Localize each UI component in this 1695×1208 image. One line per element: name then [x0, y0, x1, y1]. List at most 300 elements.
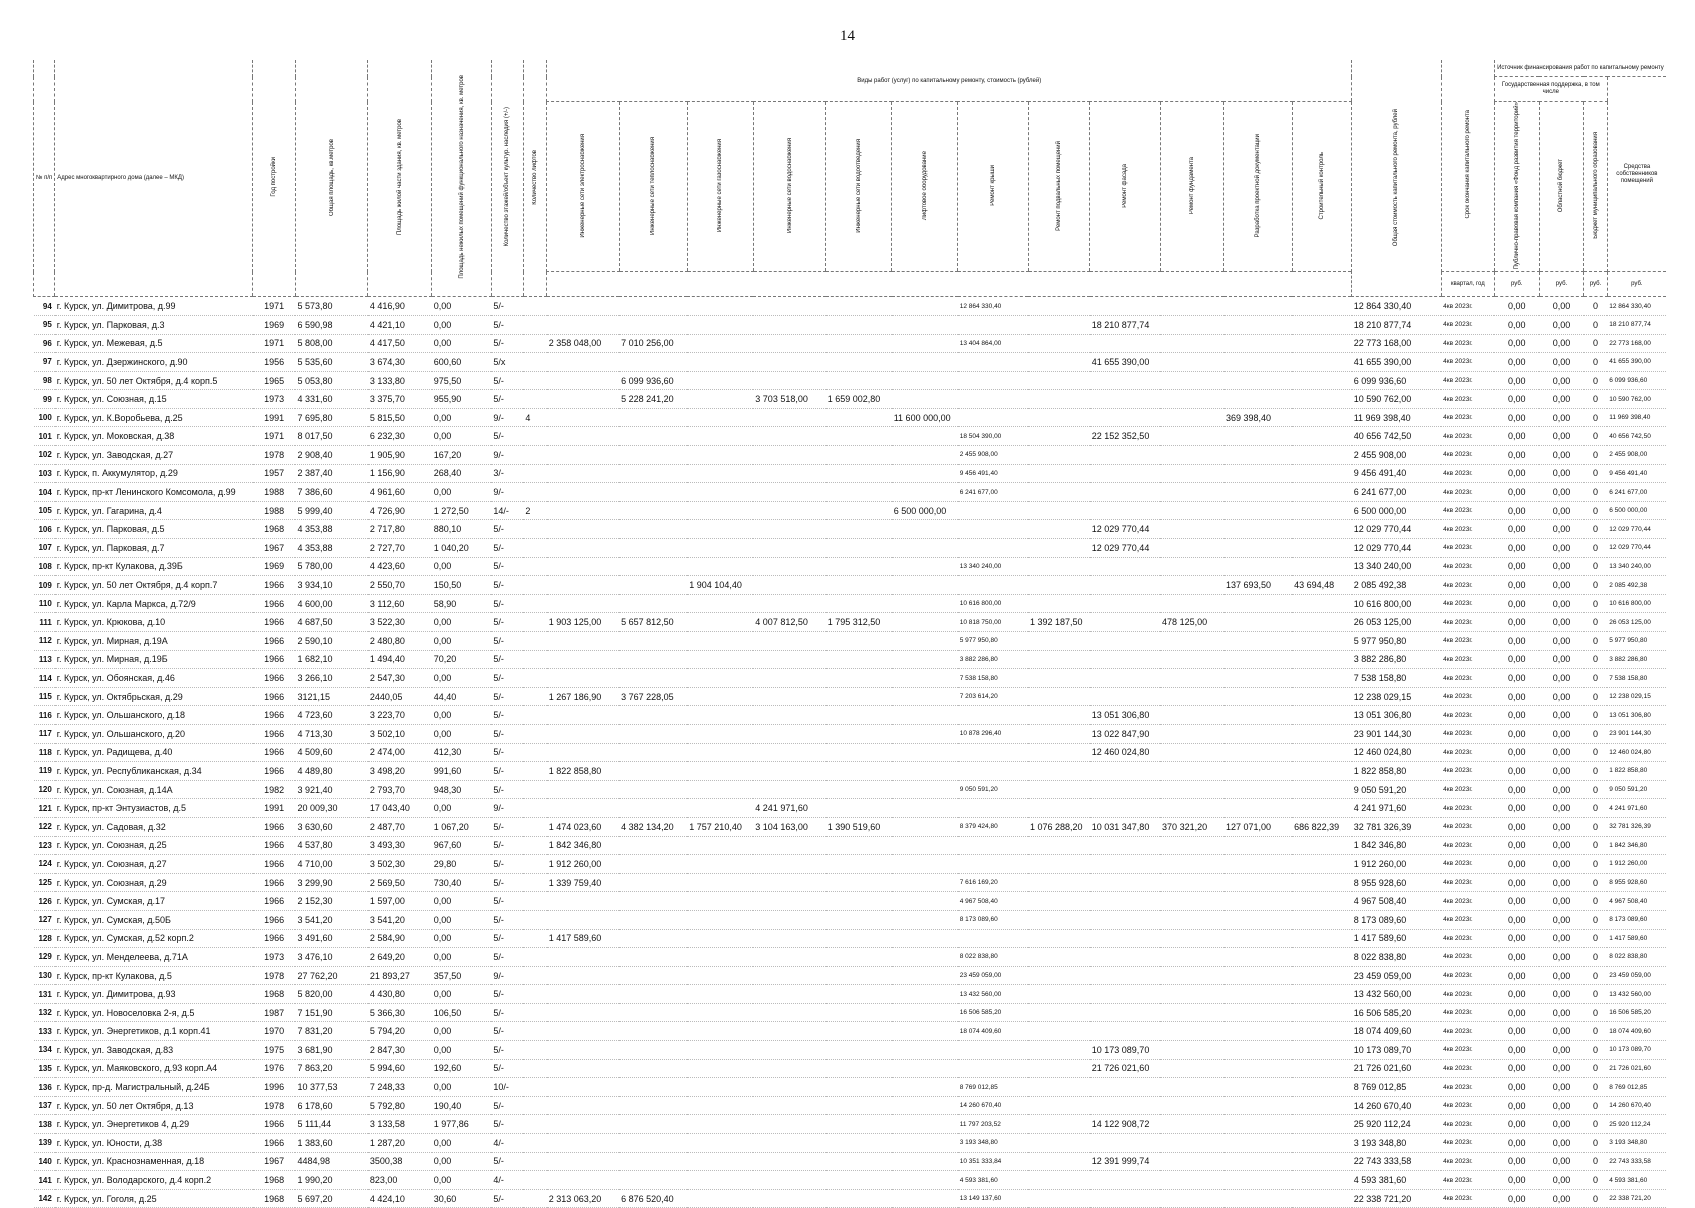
cell-na: 0,00 [432, 929, 492, 948]
cell-q: 4кв 2023г. [1441, 669, 1494, 688]
cell-rf [958, 520, 1028, 539]
cell-le [892, 613, 958, 632]
cell-fd [1160, 501, 1224, 520]
cell-tot: 23 901 144,30 [1352, 724, 1441, 743]
cell-fc: 12 029 770,44 [1090, 539, 1160, 558]
cell-la: 4 416,90 [368, 297, 432, 316]
cell-gs [687, 910, 753, 929]
cell-el [547, 1059, 619, 1078]
cell-sw [826, 1152, 892, 1171]
cell-fc [1090, 297, 1160, 316]
cell-wt [753, 576, 825, 595]
cell-bs [1028, 557, 1090, 576]
col-regional: Областной бюджет [1539, 102, 1584, 272]
cell-f3: 0 [1584, 353, 1607, 372]
cell-bs [1028, 650, 1090, 669]
cell-n: 120 [34, 780, 55, 799]
cell-f1: 0,00 [1494, 669, 1539, 688]
cell-f3: 0 [1584, 1022, 1607, 1041]
cell-el [547, 1096, 619, 1115]
table-row [34, 817, 1667, 836]
cell-y: 1967 [253, 539, 296, 558]
cell-tot: 16 506 585,20 [1352, 1003, 1441, 1022]
cell-n: 117 [34, 724, 55, 743]
cell-ht [619, 576, 687, 595]
cell-el [547, 892, 619, 911]
cell-n: 94 [34, 297, 55, 316]
cell-fd [1160, 743, 1224, 762]
cell-ds: 369 398,40 [1224, 408, 1292, 427]
cell-bs [1028, 315, 1090, 334]
cell-y: 1966 [253, 873, 296, 892]
cell-ds [1224, 1152, 1292, 1171]
cell-gs [687, 1096, 753, 1115]
cell-fl: 5/- [491, 576, 523, 595]
cell-rf: 10 616 800,00 [958, 594, 1028, 613]
cell-addr: г. Курск, ул. Ольшанского, д.18 [55, 706, 253, 725]
cell-f4: 12 460 024,80 [1607, 743, 1666, 762]
cell-sw [826, 948, 892, 967]
cell-sw [826, 464, 892, 483]
cell-gs [687, 873, 753, 892]
cell-gs [687, 1115, 753, 1134]
cell-n: 122 [34, 817, 55, 836]
cell-la: 3 493,30 [368, 836, 432, 855]
cell-f4: 41 655 390,00 [1607, 353, 1666, 372]
cell-ct [1292, 669, 1352, 688]
cell-f3: 0 [1584, 892, 1607, 911]
cell-f1: 0,00 [1494, 762, 1539, 781]
cell-ta: 4 537,80 [295, 836, 367, 855]
cell-sw [826, 408, 892, 427]
cell-na: 0,00 [432, 1134, 492, 1153]
cell-ct [1292, 315, 1352, 334]
cell-el [547, 464, 619, 483]
cell-f3: 0 [1584, 1115, 1607, 1134]
cell-f2: 0,00 [1539, 1022, 1584, 1041]
cell-n: 109 [34, 576, 55, 595]
cell-f4: 12 238 029,15 [1607, 687, 1666, 706]
cell-q: 4кв 2023г. [1441, 594, 1494, 613]
cell-na: 0,00 [432, 1041, 492, 1060]
cell-ht [619, 873, 687, 892]
cell-ta: 3121,15 [295, 687, 367, 706]
cell-f3: 0 [1584, 297, 1607, 316]
cell-f2: 0,00 [1539, 966, 1584, 985]
cell-n: 134 [34, 1041, 55, 1060]
cell-el: 1 474 023,60 [547, 817, 619, 836]
cell-ct [1292, 390, 1352, 409]
cell-le [892, 855, 958, 874]
cell-q: 4кв 2023г. [1441, 1171, 1494, 1190]
cell-ds [1224, 464, 1292, 483]
cell-sw [826, 780, 892, 799]
cell-na: 1 067,20 [432, 817, 492, 836]
cell-ct: 686 822,39 [1292, 817, 1352, 836]
cell-q: 4кв 2023г. [1441, 762, 1494, 781]
cell-ht [619, 650, 687, 669]
cell-y: 1968 [253, 985, 296, 1004]
cell-lf [523, 687, 546, 706]
cell-fl: 5/- [491, 1059, 523, 1078]
table-row [34, 724, 1667, 743]
table-row [34, 669, 1667, 688]
cell-n: 116 [34, 706, 55, 725]
cell-rf: 13 432 560,00 [958, 985, 1028, 1004]
cell-y: 1991 [253, 799, 296, 818]
cell-le [892, 910, 958, 929]
cell-lf [523, 836, 546, 855]
col-facade: Ремонт фасада [1090, 102, 1160, 272]
cell-lf [523, 427, 546, 446]
cell-bs [1028, 427, 1090, 446]
cell-f2: 0,00 [1539, 334, 1584, 353]
cell-f3: 0 [1584, 427, 1607, 446]
cell-la: 2 717,80 [368, 520, 432, 539]
cell-f1: 0,00 [1494, 985, 1539, 1004]
cell-bs [1028, 1189, 1090, 1208]
cell-ds [1224, 371, 1292, 390]
cell-fd [1160, 873, 1224, 892]
cell-le [892, 390, 958, 409]
cell-n: 123 [34, 836, 55, 855]
cell-le [892, 799, 958, 818]
cell-bs [1028, 501, 1090, 520]
cell-f3: 0 [1584, 1078, 1607, 1097]
cell-rf [958, 1059, 1028, 1078]
cell-fl: 5/- [491, 855, 523, 874]
cell-el [547, 297, 619, 316]
cell-q: 4кв 2023г. [1441, 1003, 1494, 1022]
cell-q: 4кв 2023г. [1441, 483, 1494, 502]
cell-n: 112 [34, 632, 55, 651]
cell-la: 4 961,60 [368, 483, 432, 502]
cell-sw [826, 1189, 892, 1208]
col-gas: Инженерные сети газоснабжения [687, 102, 753, 272]
cell-ct [1292, 353, 1352, 372]
cell-gs [687, 408, 753, 427]
cell-wt: 3 703 518,00 [753, 390, 825, 409]
cell-sw [826, 297, 892, 316]
cell-y: 1966 [253, 594, 296, 613]
cell-f4: 10 616 800,00 [1607, 594, 1666, 613]
cell-addr: г. Курск, ул. Садовая, д.32 [55, 817, 253, 836]
table-row [34, 1022, 1667, 1041]
cell-fd: 370 321,20 [1160, 817, 1224, 836]
cell-lf: 4 [523, 408, 546, 427]
cell-y: 1988 [253, 483, 296, 502]
cell-ht: 6 099 936,60 [619, 371, 687, 390]
cell-f2: 0,00 [1539, 706, 1584, 725]
cell-ht [619, 910, 687, 929]
cell-lf [523, 1022, 546, 1041]
cell-rf: 2 455 908,00 [958, 446, 1028, 465]
cell-y: 1965 [253, 371, 296, 390]
cell-le [892, 743, 958, 762]
cell-f3: 0 [1584, 483, 1607, 502]
cell-sw [826, 929, 892, 948]
cell-na: 412,30 [432, 743, 492, 762]
cell-ht [619, 315, 687, 334]
cell-la: 2 547,30 [368, 669, 432, 688]
cell-gs [687, 427, 753, 446]
cell-f2: 0,00 [1539, 446, 1584, 465]
cell-la: 5 994,60 [368, 1059, 432, 1078]
cell-sw [826, 1171, 892, 1190]
cell-ds [1224, 501, 1292, 520]
cell-gs [687, 632, 753, 651]
cell-tot: 1 417 589,60 [1352, 929, 1441, 948]
cell-ds [1224, 1134, 1292, 1153]
cell-fd [1160, 1022, 1224, 1041]
cell-ta: 3 541,20 [295, 910, 367, 929]
cell-na: 30,60 [432, 1189, 492, 1208]
cell-lf [523, 948, 546, 967]
cell-ds [1224, 315, 1292, 334]
cell-el [547, 408, 619, 427]
cell-wt [753, 1059, 825, 1078]
cell-tot: 3 193 348,80 [1352, 1134, 1441, 1153]
cell-addr: г. Курск, ул. Ольшанского, д.20 [55, 724, 253, 743]
cell-addr: г. Курск, ул. Союзная, д.14А [55, 780, 253, 799]
cell-n: 97 [34, 353, 55, 372]
col-address: Адрес многоквартирного дома (далее – МКД) [55, 60, 253, 297]
cell-ta: 2 152,30 [295, 892, 367, 911]
cell-gs: 1 904 104,40 [687, 576, 753, 595]
cell-f3: 0 [1584, 1041, 1607, 1060]
cell-bs [1028, 483, 1090, 502]
cell-f3: 0 [1584, 539, 1607, 558]
cell-ct [1292, 780, 1352, 799]
cell-ht [619, 1152, 687, 1171]
cell-la: 6 232,30 [368, 427, 432, 446]
cell-wt [753, 1152, 825, 1171]
cell-ct [1292, 743, 1352, 762]
cell-le [892, 483, 958, 502]
cell-el [547, 594, 619, 613]
table-row [34, 836, 1667, 855]
cell-fl: 5/- [491, 706, 523, 725]
cell-bs [1028, 948, 1090, 967]
cell-q: 4кв 2023г. [1441, 706, 1494, 725]
cell-f2: 0,00 [1539, 594, 1584, 613]
cell-y: 1966 [253, 910, 296, 929]
cell-ta: 1 682,10 [295, 650, 367, 669]
cell-tot: 25 920 112,24 [1352, 1115, 1441, 1134]
cell-sw [826, 1022, 892, 1041]
table-row [34, 985, 1667, 1004]
cell-n: 142 [34, 1189, 55, 1208]
cell-fc [1090, 669, 1160, 688]
cell-na: 1 977,86 [432, 1115, 492, 1134]
cell-rf [958, 855, 1028, 874]
cell-la: 2 649,20 [368, 948, 432, 967]
cell-fc: 12 460 024,80 [1090, 743, 1160, 762]
cell-le [892, 892, 958, 911]
cell-el [547, 910, 619, 929]
cell-fd [1160, 780, 1224, 799]
cell-fd [1160, 966, 1224, 985]
cell-ta: 4 353,88 [295, 539, 367, 558]
cell-tot: 12 864 330,40 [1352, 297, 1441, 316]
cell-ds [1224, 985, 1292, 1004]
cell-f2: 0,00 [1539, 1096, 1584, 1115]
cell-f1: 0,00 [1494, 687, 1539, 706]
cell-f2: 0,00 [1539, 297, 1584, 316]
cell-le [892, 464, 958, 483]
cell-f4: 5 977 950,80 [1607, 632, 1666, 651]
cell-fd [1160, 520, 1224, 539]
cell-lf [523, 724, 546, 743]
cell-fd [1160, 910, 1224, 929]
cell-f1: 0,00 [1494, 408, 1539, 427]
cell-addr: г. Курск, пр-кт Энтузиастов, д.5 [55, 799, 253, 818]
cell-fd [1160, 390, 1224, 409]
cell-f3: 0 [1584, 1003, 1607, 1022]
cell-tot: 18 210 877,74 [1352, 315, 1441, 334]
cell-f3: 0 [1584, 371, 1607, 390]
cell-rf: 11 797 203,52 [958, 1115, 1028, 1134]
cell-fd [1160, 892, 1224, 911]
cell-q: 4кв 2023г. [1441, 799, 1494, 818]
cell-ds [1224, 1078, 1292, 1097]
cell-fc: 12 029 770,44 [1090, 520, 1160, 539]
cell-bs [1028, 929, 1090, 948]
table-row [34, 873, 1667, 892]
cell-lf [523, 632, 546, 651]
cell-rf: 18 504 390,00 [958, 427, 1028, 446]
cell-fc [1090, 501, 1160, 520]
cell-el: 1 842 346,80 [547, 836, 619, 855]
cell-addr: г. Курск, ул. Новоселовка 2-я, д.5 [55, 1003, 253, 1022]
cell-rf: 8 022 838,80 [958, 948, 1028, 967]
cell-fl: 5/- [491, 743, 523, 762]
cell-q: 4кв 2023г. [1441, 1041, 1494, 1060]
cell-ht [619, 799, 687, 818]
cell-bs [1028, 390, 1090, 409]
table-row [34, 446, 1667, 465]
cell-tot: 40 656 742,50 [1352, 427, 1441, 446]
cell-f4: 13 432 560,00 [1607, 985, 1666, 1004]
cell-lf [523, 799, 546, 818]
cell-f1: 0,00 [1494, 1189, 1539, 1208]
cell-q: 4кв 2023г. [1441, 1022, 1494, 1041]
cell-ds [1224, 966, 1292, 985]
cell-gs [687, 762, 753, 781]
cell-el [547, 427, 619, 446]
cell-f3: 0 [1584, 334, 1607, 353]
cell-addr: г. Курск, ул. Мирная, д.19А [55, 632, 253, 651]
cell-ds: 137 693,50 [1224, 576, 1292, 595]
cell-f2: 0,00 [1539, 576, 1584, 595]
cell-ht: 5 657 812,50 [619, 613, 687, 632]
cell-f4: 6 241 677,00 [1607, 483, 1666, 502]
cell-ct [1292, 464, 1352, 483]
cell-na: 0,00 [432, 706, 492, 725]
cell-f2: 0,00 [1539, 483, 1584, 502]
cell-rf [958, 743, 1028, 762]
cell-f1: 0,00 [1494, 297, 1539, 316]
cell-la: 1 905,90 [368, 446, 432, 465]
cell-ds: 127 071,00 [1224, 817, 1292, 836]
cell-ds [1224, 910, 1292, 929]
cell-na: 70,20 [432, 650, 492, 669]
cell-f3: 0 [1584, 669, 1607, 688]
cell-le [892, 297, 958, 316]
cell-tot: 22 773 168,00 [1352, 334, 1441, 353]
cell-tot: 12 460 024,80 [1352, 743, 1441, 762]
cell-gs: 1 757 210,40 [687, 817, 753, 836]
cell-ct [1292, 762, 1352, 781]
cell-la: 2 487,70 [368, 817, 432, 836]
cell-f1: 0,00 [1494, 1003, 1539, 1022]
cell-fc [1090, 464, 1160, 483]
cell-bs [1028, 594, 1090, 613]
cell-ta: 4484,98 [295, 1152, 367, 1171]
cell-el [547, 1152, 619, 1171]
table-row [34, 520, 1667, 539]
cell-gs [687, 613, 753, 632]
cell-n: 111 [34, 613, 55, 632]
cell-fc [1090, 836, 1160, 855]
cell-q: 4кв 2023г. [1441, 632, 1494, 651]
cell-wt [753, 1022, 825, 1041]
cell-tot: 22 338 721,20 [1352, 1189, 1441, 1208]
cell-rf: 7 616 169,20 [958, 873, 1028, 892]
cell-y: 1966 [253, 632, 296, 651]
table-row [34, 1078, 1667, 1097]
cell-lf [523, 1115, 546, 1134]
cell-fd [1160, 557, 1224, 576]
cell-bs [1028, 353, 1090, 372]
cell-gs [687, 446, 753, 465]
cell-fc [1090, 334, 1160, 353]
cell-fd [1160, 1059, 1224, 1078]
cell-fl: 5/- [491, 315, 523, 334]
cell-y: 1966 [253, 1115, 296, 1134]
cell-ht: 6 876 520,40 [619, 1189, 687, 1208]
table-row [34, 1059, 1667, 1078]
cell-addr: г. Курск, ул. 50 лет Октября, д.13 [55, 1096, 253, 1115]
cell-f2: 0,00 [1539, 632, 1584, 651]
cell-tot: 14 260 670,40 [1352, 1096, 1441, 1115]
cell-la: 823,00 [368, 1171, 432, 1190]
cell-f1: 0,00 [1494, 706, 1539, 725]
cell-sw [826, 1059, 892, 1078]
cell-wt [753, 1003, 825, 1022]
cell-q: 4кв 2023г. [1441, 446, 1494, 465]
cell-f4: 4 241 971,60 [1607, 799, 1666, 818]
cell-gs [687, 1078, 753, 1097]
cell-el [547, 353, 619, 372]
cell-f1: 0,00 [1494, 929, 1539, 948]
cell-n: 114 [34, 669, 55, 688]
cell-fc [1090, 929, 1160, 948]
cell-lf [523, 780, 546, 799]
cell-ct [1292, 557, 1352, 576]
cell-sw [826, 892, 892, 911]
cell-f4: 1 912 260,00 [1607, 855, 1666, 874]
cell-lf [523, 446, 546, 465]
cell-y: 1967 [253, 1152, 296, 1171]
cell-q: 4кв 2023г. [1441, 315, 1494, 334]
cell-q: 4кв 2023г. [1441, 408, 1494, 427]
cell-sw [826, 594, 892, 613]
cell-fl: 5/- [491, 427, 523, 446]
cell-gs [687, 836, 753, 855]
cell-la: 3 375,70 [368, 390, 432, 409]
cell-na: 880,10 [432, 520, 492, 539]
